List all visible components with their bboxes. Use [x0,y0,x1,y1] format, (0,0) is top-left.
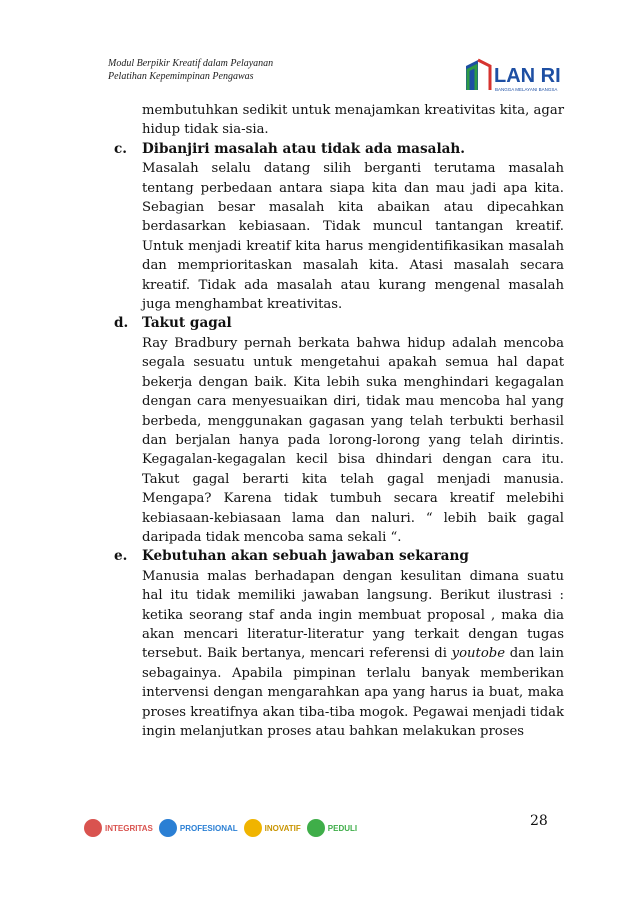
section-e-italic-word: youtobe [451,646,506,662]
section-d-heading [114,314,564,333]
lan-ri-logo [464,58,564,94]
footer-value-inovatif [244,819,301,837]
footer-value-label: PEDULI [327,823,358,833]
section-e-title: Kebutuhan akan sebuah jawaban sekarang [142,548,469,565]
footer-value-peduli [307,819,357,837]
header-line-2: Pelatihan Kepemimpinan Pengawas [108,71,254,82]
section-e-text-after: dan lain sebagainya. Apabila pimpinan terlalu banyak memberikan intervensi dengan mengarahkan apa yang harus ia buat, maka proses kreatifnya akan tiba-tiba mogok. Pegawai menjadi tidak ingin melanjutkan proses atau bahkan melakukan proses [142,646,564,739]
section-d-paragraph: Ray Bradbury pernah berkata bahwa hidup adalah mencoba segala sesuatu untuk mengetahui apakah semua hal dapat bekerja dengan baik. Kita lebih suka menghindari kegagalan dengan cara menyesuaikan diri, tidak mau mencoba hal yang berbeda, menggunakan gagasan yang telah terbukti berhasil dan berjalan hanya pada lorong-lorong yang telah dirintis. Kegagalan-kegagalan kecil bisa dhindari dengan cara itu. Takut gagal berarti kita telah gagal menjadi manusia. Mengapa? Karena tidak tumbuh secara kreatif melebihi kebiasaan-kebiasaan lama dan naluri. “ lebih baik gagal daripada tidak mencoba sama sekali “. [142,335,564,545]
handshake-icon [84,819,102,837]
section-c-heading [114,140,564,159]
section-e-heading [114,547,564,566]
section-e-letter: e. [114,548,128,565]
lightbulb-icon [244,819,262,837]
logo-tagline: BANGGA MELAYANI BANGSA [495,87,558,92]
section-e-paragraph [142,567,564,742]
section-d-letter: d. [114,315,129,332]
page-content [114,101,564,741]
section-c-paragraph: Masalah selalu datang silih berganti terutama masalah tentang perbedaan antara siapa kita dan mau jadi apa kita. Sebagian besar masalah kita abaikan atau dipecahkan berdasarkan kebiasaan. Tidak muncul tantangan kreatif. Untuk menjadi kreatif kita harus mengidentifikasikan masalah dan memprioritaskan masalah kita. Atasi masalah secara kreatif. Tidak ada masalah atau kurang mengenal masalah juga menghambat kreativitas. [142,161,564,313]
header-line-1: Modul Berpikir Kreatif dalam Pelayanan [108,58,274,69]
section-c-letter: c. [114,140,128,157]
footer-value-integritas [84,819,153,837]
running-header [108,57,273,83]
core-values-footer [84,817,358,839]
intro-paragraph: membutuhkan sedikit untuk menajamkan kreativitas kita, agar hidup tidak sia-sia. [142,103,564,138]
globe-icon [159,819,177,837]
footer-value-label: INTEGRITAS [105,823,153,833]
logo-wordmark: LAN RI [494,65,561,87]
people-icon [307,819,325,837]
footer-value-profesional [159,819,238,837]
footer-value-label: INOVATIF [264,823,301,833]
section-d-title: Takut gagal [142,315,232,332]
section-e-text-before: Manusia malas berhadapan dengan kesulitan dimana suatu hal itu tidak memiliki jawaban langsung. Berikut ilustrasi : ketika seorang staf anda ingin membuat proposal , maka dia akan mencari literatur-literatur yang terkait dengan tugas tersebut. Baik bertanya, mencari referensi di [142,568,564,662]
footer-value-label: PROFESIONAL [179,823,238,833]
section-c-title: Dibanjiri masalah atau tidak ada masalah. [142,140,466,157]
page-number: 28 [530,813,548,829]
